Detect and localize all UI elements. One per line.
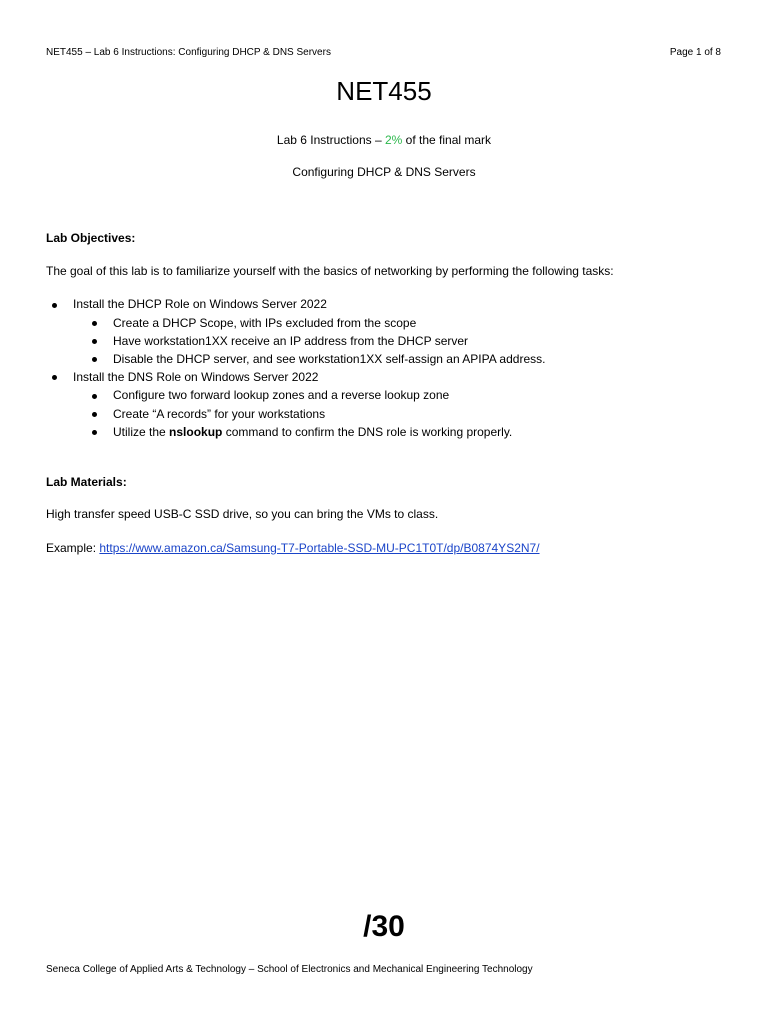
objectives-heading: Lab Objectives:: [46, 231, 136, 245]
amazon-product-link[interactable]: https://www.amazon.ca/Samsung-T7-Portable-SSD-MU-PC1T0T/dp/B0874YS2N7/: [99, 541, 540, 555]
mark-percentage: 2%: [385, 133, 403, 147]
objective-subitem: Configure two forward lookup zones and a reverse lookup zone: [113, 388, 450, 402]
page-indicator: Page 1 of 8: [669, 47, 721, 58]
objective-item-dns: Install the DNS Role on Windows Server 2022: [73, 370, 319, 384]
objective-subitem: Disable the DHCP server, and see workstation1XX self-assign an APIPA address.: [113, 352, 546, 366]
objective-item-dhcp: Install the DHCP Role on Windows Server 2022: [73, 297, 327, 311]
lab-subtitle: [0, 133, 768, 147]
objective-subitem: Have workstation1XX receive an IP address from the DHCP server: [113, 334, 469, 348]
bullet-icon: [92, 339, 97, 344]
bullet-icon: [92, 321, 97, 326]
bullet-icon: [92, 394, 97, 399]
subtitle-prefix: Lab 6 Instructions –: [276, 133, 385, 147]
document-title: NET455: [336, 76, 432, 106]
materials-heading: Lab Materials:: [46, 475, 127, 489]
nslookup-suffix: command to confirm the DNS role is working properly.: [222, 425, 513, 439]
nslookup-prefix: Utilize the: [113, 425, 170, 439]
bullet-icon: [52, 303, 57, 308]
nslookup-command: nslookup: [169, 425, 223, 439]
running-header: NET455 – Lab 6 Instructions: Configuring DHCP & DNS Servers: [46, 47, 331, 58]
lab-topic: Configuring DHCP & DNS Servers: [292, 165, 476, 179]
bullet-icon: [92, 412, 97, 417]
bullet-icon: [92, 357, 97, 362]
bullet-icon: [92, 430, 97, 435]
objectives-intro: The goal of this lab is to familiarize yourself with the basics of networking by performing the following tasks:: [46, 264, 614, 278]
running-footer: Seneca College of Applied Arts & Technology – School of Electronics and Mechanical Engineering Technology: [46, 964, 533, 975]
total-score: /30: [363, 910, 405, 943]
materials-description: High transfer speed USB-C SSD drive, so you can bring the VMs to class.: [46, 507, 439, 521]
objective-subitem: Create “A records” for your workstations: [113, 407, 326, 421]
example-label: Example:: [46, 541, 100, 555]
bullet-icon: [52, 375, 57, 380]
objective-subitem: Create a DHCP Scope, with IPs excluded from the scope: [113, 316, 417, 330]
objective-subitem-nslookup: [113, 425, 512, 439]
materials-example: [46, 541, 540, 555]
subtitle-suffix: of the final mark: [402, 133, 492, 147]
